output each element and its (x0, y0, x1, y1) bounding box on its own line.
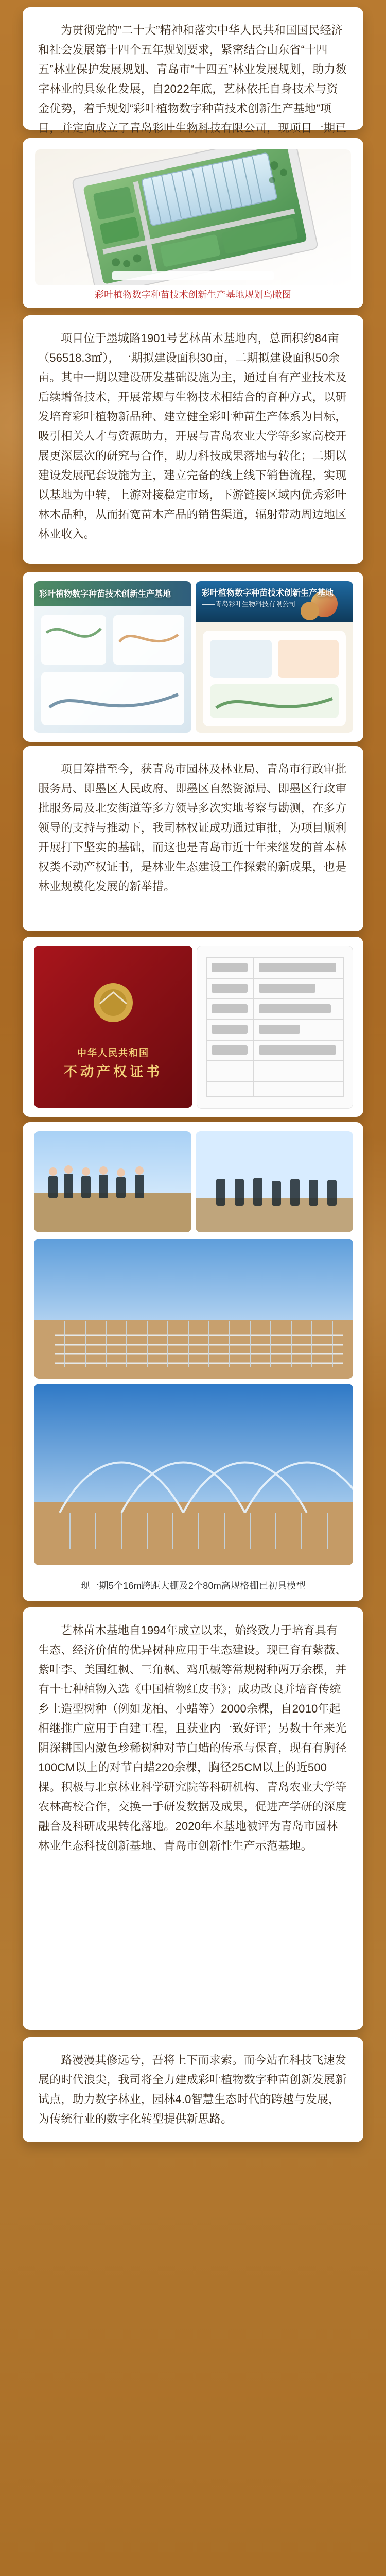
intro-card (23, 7, 363, 134)
certificate-cover (34, 946, 192, 1108)
approval-paragraph: 项目筹措至今，获青岛市园林及林业局、青岛市行政审批服务局、即墨区人民政府、即墨区自然资源局、即墨区行政审批服务局及北安街道等多方领导多次实地考察与勘测，在多方领导的支持与推动下，我司林权证成功通过审批，为项目顺利开展打下坚实的基础，而这也是青岛市近十年来继发的首本林权类不动产权证书，是林业生态建设工作探索的新成果，也是林业规模化发展的新举措。 (38, 762, 347, 893)
aerial-plan-caption: 彩叶植物数字种苗技术创新生产基地规划鸟瞰图 (94, 290, 292, 300)
closing-paragraph: 路漫漫其修远兮，吾将上下而求索。而今站在科技飞速发展的时代浪尖，我司将全力建成彩叶植物数字种苗创新发展新试点，助力数字林业，园林4.0智慧生态时代的跨越与发展，为传统行业的数字化转型提供新思路。 (38, 2054, 347, 2125)
site-visit-photo-left (34, 1131, 191, 1232)
certificate-card (23, 937, 363, 1117)
closing-card (23, 2037, 363, 2142)
certificate-cover-subtitle: 中华人民共和国 (77, 1048, 149, 1058)
project-card (23, 315, 363, 564)
certificate-cover-illustration (34, 946, 192, 1108)
site-photo-card (23, 1122, 363, 1601)
certificate-cover-title: 不动产权证书 (63, 1064, 163, 1079)
base-paragraph: 艺林苗木基地自1994年成立以来，始终致力于培育具有生态、经济价值的优异树种应用于生态建设。现已育有紫薇、紫叶李、美国红枫、三角枫、鸡爪槭等常规树种两万余棵，并有十七种植物入选《中国植物红皮书》；成功改良并培育传统乡土造型树种（例如龙柏、小蜡等）2000余棵，自2010年起相继推广应用于自建工程，且获业内一致好评；另数十年来光阴深耕国内激色珍稀树种对节白蜡的传承与保育，现有有胸径100CM以上的对节白蜡220余棵，胸径25CM以上的近500棵。积极与北京林业科学研究院等科研机构、青岛农业大学等农林高校合作，交换一手研发数据及成果，促进产学研的深度融合及科研成果转化落地。2020年本基地被评为青岛市园林林业生态科技创新基地、青岛市创新性生产示范基地。 (38, 1624, 347, 1852)
site-visit-photo-right (196, 1131, 353, 1232)
poster-left-title: 彩叶植物数字种苗技术创新生产基地 (39, 590, 171, 599)
poster-right-subtitle: ——青岛彩叶生物科技有限公司 (202, 600, 296, 608)
poster-right-title: 彩叶植物数字种苗技术创新生产基地 (202, 589, 334, 598)
site-visit-photo-right-illustration (196, 1131, 353, 1232)
certificate-page (197, 946, 353, 1109)
base-card (23, 1607, 363, 2030)
greenhouse-aerial-photo (34, 1239, 353, 1379)
certificate-page-illustration (197, 946, 353, 1108)
aerial-plan-card (23, 138, 363, 308)
aerial-plan-image (35, 149, 351, 285)
project-paragraph: 项目位于墨城路1901号艺林苗木基地内，总面积约84亩（56518.3㎡），一期拟建设面积30亩，二期拟建设面积50余亩。其中一期以建设研发基础设施为主，通过自有产业技术及后续增备技术，开展常规与生物技术相结合的育种方式，以研发培育彩叶植物新品种、建立健全彩叶种苗生产体系为目标，吸引相关人才与资源助力，开展与青岛农业大学等多家高校开展更深层次的研究与合作，助力科技成果落地与转化；二期以建设发展配套设施为主，建立完备的线上线下销售流程，实现以基地为中转，上游对接稳定市场，下游链接区域内优秀彩叶林木品种，从而拓宽苗木产品的销售渠道，辐射带动周边地区林业收入。 (38, 332, 347, 540)
approval-card (23, 746, 363, 931)
posters-card (23, 572, 363, 742)
site-visit-photo-left-illustration (34, 1131, 191, 1232)
greenhouse-aerial-illustration (34, 1239, 353, 1379)
poster-left-illustration (34, 581, 191, 733)
poster-left (34, 581, 191, 733)
greenhouse-frame-illustration (34, 1384, 353, 1565)
aerial-plan-illustration (35, 149, 351, 285)
intro-paragraph: 为贯彻党的“二十大”精神和落实中华人民共和国国民经济和社会发展第十四个五年规划要求，紧密结合山东省“十四五”林业保护发展规划、青岛市“十四五”林业发展规划，助力数字林业的具象化发展，自2022年底，艺林依托自身技术与资金优势，着手规划“彩叶植物数字种苗技术创新生产基地”项目，并定向成立了青岛彩叶生物科技有限公司，现项目一期已 (38, 24, 347, 134)
greenhouse-frame-photo (34, 1384, 353, 1565)
site-photo-caption: 现一期5个16m跨距大棚及2个80m高规格棚已初具模型 (80, 1581, 306, 1591)
poster-right (196, 581, 353, 733)
